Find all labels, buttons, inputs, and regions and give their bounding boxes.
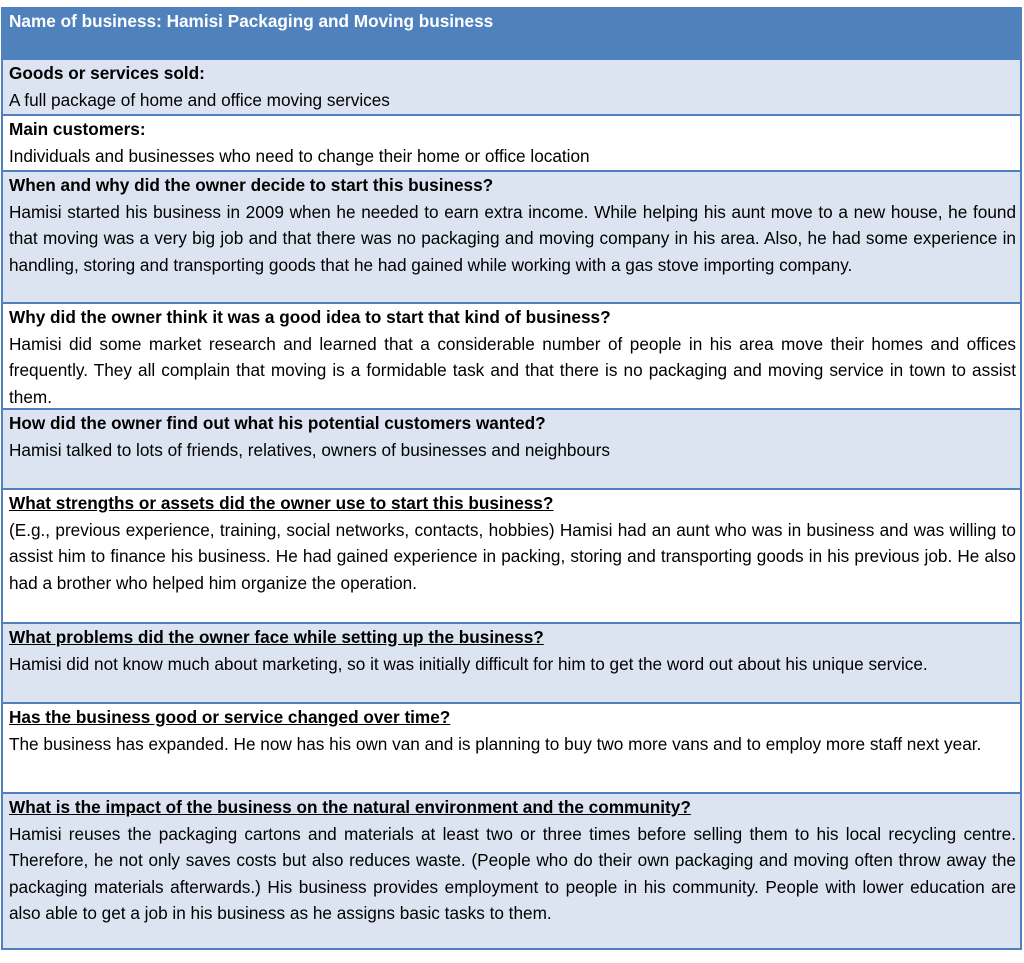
row-question: Why did the owner think it was a good idea to start that kind of business?: [9, 307, 611, 327]
row-question: When and why did the owner decide to start this business?: [9, 175, 494, 195]
row-question: Goods or services sold:: [9, 63, 205, 83]
row-answer: Hamisi reuses the packaging cartons and materials at least two or three times before selling them to his local recycling centre. Therefore, he not only saves costs but also reduces waste. (People who do their own packaging and moving often throw away the packaging materials afterwards.) His business provides employment to people in his community. People with lower education are also able to get a job in his business as he assigns basic tasks to them.: [9, 823, 1016, 923]
row-answer: Hamisi did not know much about marketing, so it was initially difficult for him to get the word out about his unique service.: [9, 653, 928, 674]
row-answer: A full package of home and office moving services: [9, 89, 390, 110]
table-row-changes-over-time: [3, 702, 1020, 792]
row-question: What is the impact of the business on the natural environment and the community?: [9, 797, 691, 817]
row-answer: The business has expanded. He now has his own van and is planning to buy two more vans and to employ more staff next year.: [9, 733, 982, 754]
table-row-customer-research: [3, 408, 1020, 488]
row-answer: (E.g., previous experience, training, social networks, contacts, hobbies) Hamisi had an aunt who was in business and was willing to assist him to finance his business. He had gained experience in packing, storing and transporting goods in his previous job. He also had a brother who helped him organize the operation.: [9, 519, 1016, 593]
business-name-title: Name of business: Hamisi Packaging and Moving business: [9, 11, 494, 31]
row-answer: Hamisi did some market research and learned that a considerable number of people in his area move their homes and offices frequently. They all complain that moving is a formidable task and that there is no packaging and moving service in town to assist them.: [9, 333, 1016, 407]
table-header: [3, 7, 1020, 60]
table-row-impact: [3, 792, 1020, 948]
row-answer: Hamisi talked to lots of friends, relatives, owners of businesses and neighbours: [9, 439, 610, 460]
table-row-when-why-start: [3, 170, 1020, 302]
row-question: How did the owner find out what his potential customers wanted?: [9, 413, 546, 433]
business-profile-table: [1, 7, 1022, 950]
table-row-problems: [3, 622, 1020, 702]
row-answer: Individuals and businesses who need to change their home or office location: [9, 145, 590, 166]
table-row-goods-services: [3, 60, 1020, 114]
row-question: What problems did the owner face while setting up the business?: [9, 627, 544, 647]
row-question: What strengths or assets did the owner use to start this business?: [9, 493, 554, 513]
table-row-good-idea: [3, 302, 1020, 408]
table-row-main-customers: [3, 114, 1020, 170]
row-answer: Hamisi started his business in 2009 when he needed to earn extra income. While helping his aunt move to a new house, he found that moving was a very big job and that there was no packaging and moving company in his area. Also, he had some experience in handling, storing and transporting goods that he had gained while working with a gas stove importing company.: [9, 201, 1016, 275]
table-row-strengths-assets: [3, 488, 1020, 622]
row-question: Main customers:: [9, 119, 146, 139]
row-question: Has the business good or service changed over time?: [9, 707, 451, 727]
